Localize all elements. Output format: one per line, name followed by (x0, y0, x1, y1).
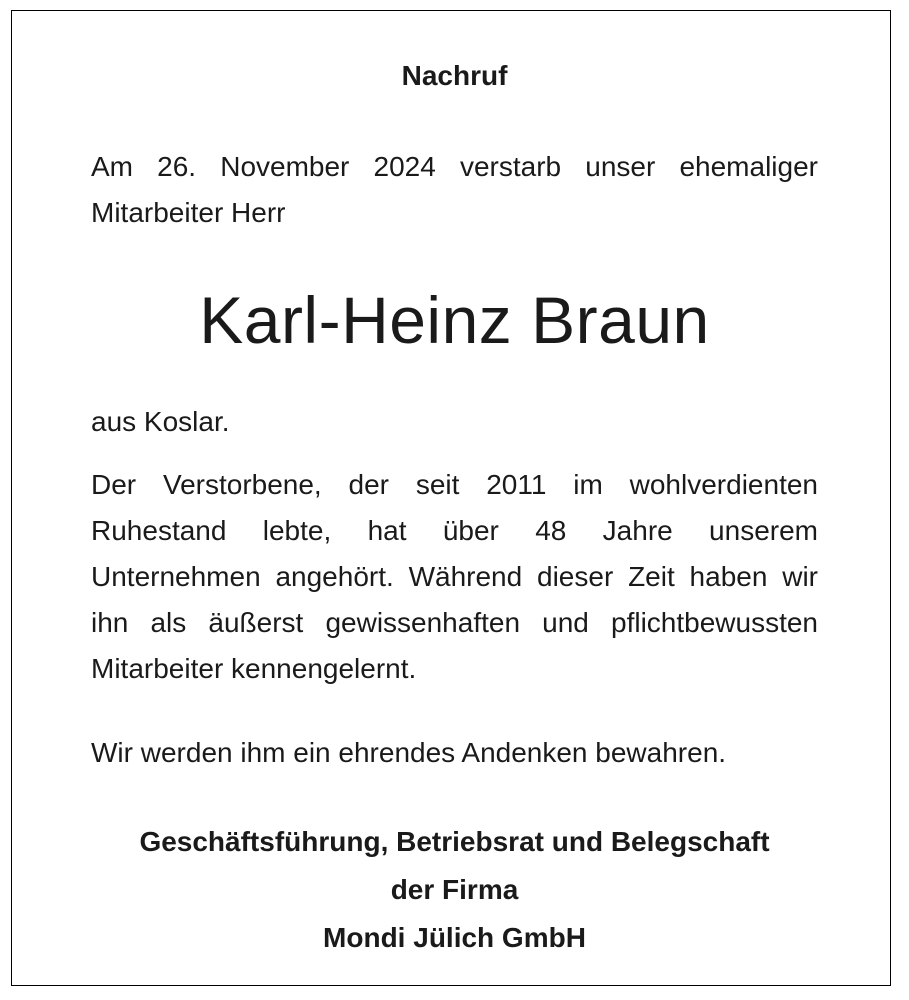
origin-text: aus Koslar. (91, 406, 230, 437)
body-text: Der Verstorbene, der seit 2011 im wohlverdienten Ruhestand lebte, hat über 48 Jahre unserem Unternehmen angehört. Während dieser Zeit haben wir ihn als äußerst gewissenhaften und pflichtbewussten Mitarbeiter kennengelernt. (91, 469, 818, 684)
signature-company: Mondi Jülich GmbH (323, 922, 586, 953)
signature-line-1: Geschäftsführung, Betriebsrat und Belegschaft (139, 826, 770, 857)
signature-block (0, 818, 909, 962)
intro-text: Am 26. November 2024 verstarb unser ehemaliger Mitarbeiter Herr (91, 151, 818, 228)
notice-heading: Nachruf (401, 60, 508, 91)
deceased-name: Karl-Heinz Braun (199, 283, 710, 357)
closing-text: Wir werden ihm ein ehrendes Andenken bewahren. (91, 737, 727, 768)
signature-line-2: der Firma (390, 874, 519, 905)
